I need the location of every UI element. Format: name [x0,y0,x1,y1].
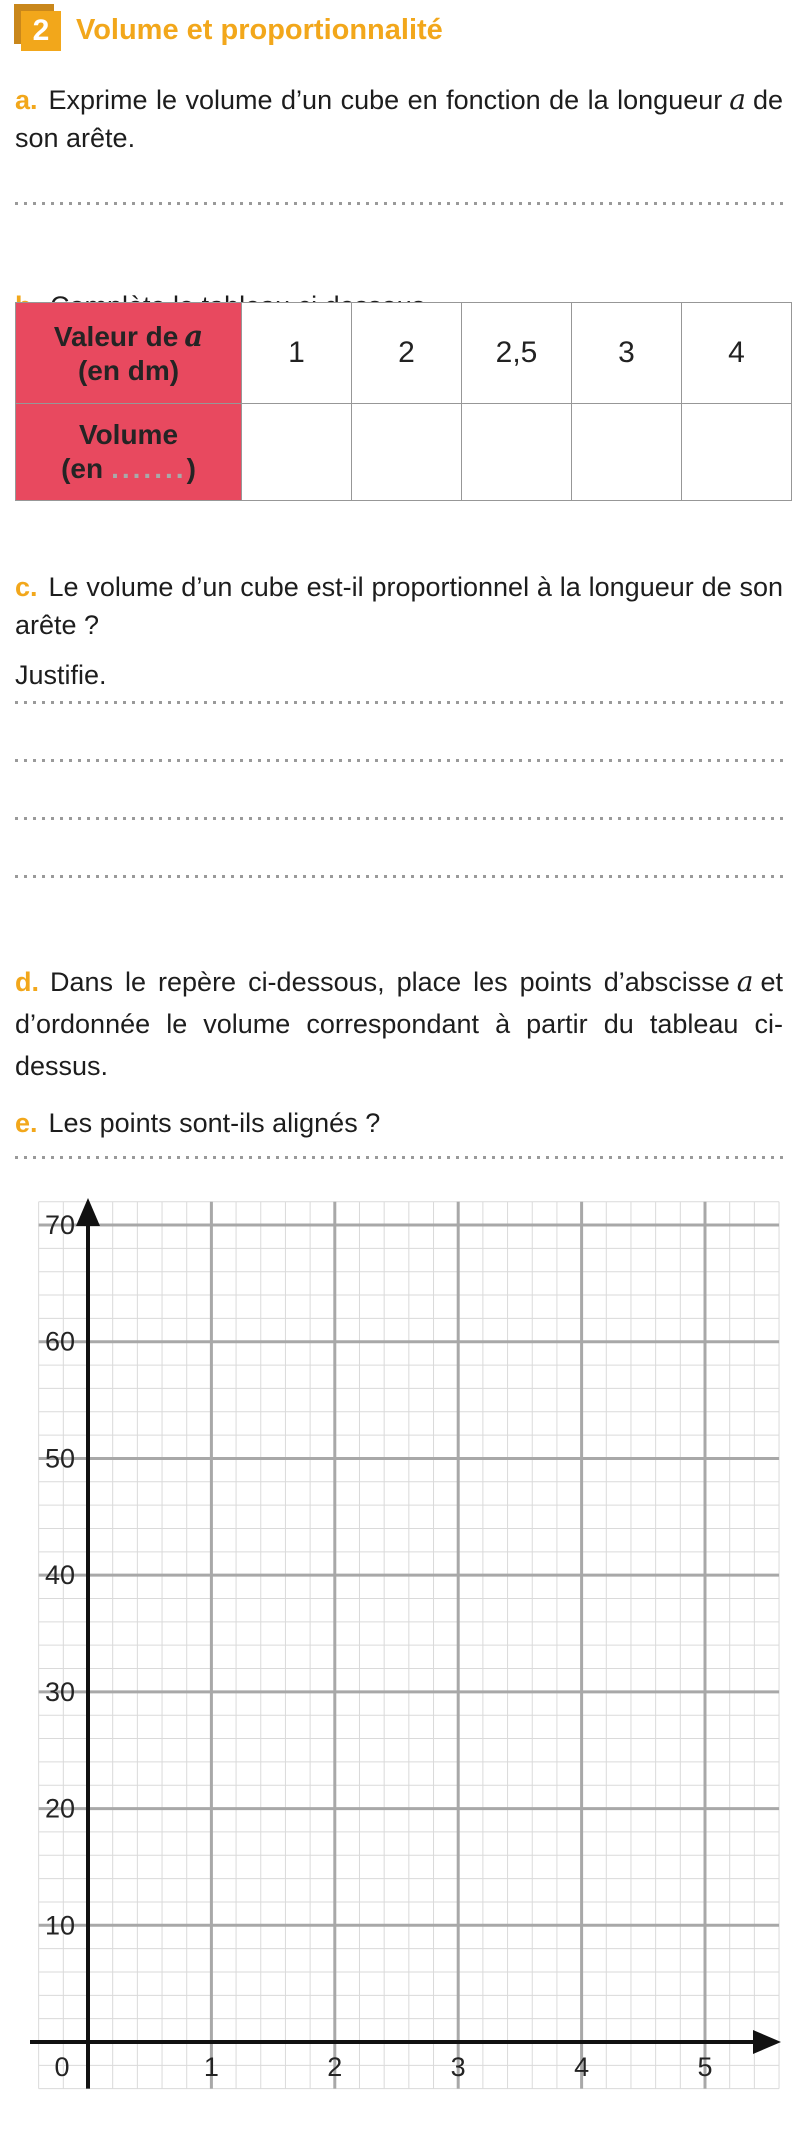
x-tick-label: 1 [203,2052,219,2082]
table-cell-a-5: 4 [682,303,792,404]
question-e-label: e. [15,1108,38,1138]
question-e [15,1104,783,1142]
x-tick-label: 2 [327,2052,343,2082]
table-cell-volume-5 [682,404,792,501]
table-cell-volume-3 [462,404,572,501]
y-tick-label: 40 [44,1560,75,1591]
answer-line-e [15,1156,783,1159]
table-header-valeur [16,303,242,404]
table-header-volume [16,404,242,501]
table-cell-a-1: 1 [242,303,352,404]
y-tick-label: 20 [44,1793,75,1824]
y-axis-arrow-icon [76,1198,100,1226]
x-tick-label: 0 [54,2052,70,2082]
exercise-number-box [21,11,61,51]
x-tick-label: 5 [697,2052,713,2082]
x-tick-label: 4 [574,2052,590,2082]
table-header-volume-unit-suffix: ) [186,453,196,484]
table-cell-volume-2 [352,404,462,501]
question-e-text: Les points sont-ils alignés ? [48,1108,381,1138]
table-cell-volume-4 [572,404,682,501]
question-c-followup-text: Justifie. [15,660,107,690]
table-header-volume-unit-prefix: (en [61,453,104,484]
question-c-label: c. [15,572,38,602]
exercise-number: 2 [21,11,61,51]
question-a-text-1: Exprime le volume d’un cube en fonction de la longueur [48,85,723,115]
coordinate-grid [0,1190,803,2130]
question-d-text-1: Dans le repère ci-dessous, place les points d’abscisse [50,967,730,997]
math-var-a-2: a [736,965,754,998]
math-var-a: a [729,83,746,116]
table-header-var-a: a [184,318,204,353]
table-row-values [16,303,792,404]
question-c [15,568,783,644]
y-tick-label: 50 [44,1443,75,1474]
table-cell-volume-1 [242,404,352,501]
question-d [15,961,783,1087]
answer-line-c-1 [15,701,783,704]
answer-line-c-2 [15,759,783,762]
table-row-volume [16,404,792,501]
question-c-followup [15,656,783,694]
table-header-valeur-unit: (en dm) [77,354,180,386]
table-cell-a-3: 2,5 [462,303,572,404]
exercise-title: Volume et proportionnalité [76,14,443,46]
y-tick-label: 60 [44,1326,75,1357]
table-header-volume-unit-dots: ....... [111,453,187,484]
question-d-text-2: et d’ordonnée le volume correspondant à partir du tableau ci-dessus. [15,967,783,1081]
volume-table [15,302,792,501]
table-cell-a-2: 2 [352,303,462,404]
question-d-label: d. [15,967,39,997]
table-header-valeur-prefix: Valeur de [53,320,179,352]
x-tick-label: 3 [450,2052,466,2082]
question-a [15,81,783,157]
question-a-label: a. [15,85,38,115]
answer-line-a [15,202,783,205]
y-tick-label: 70 [44,1210,75,1241]
answer-line-c-4 [15,875,783,878]
question-a-text-2: de son arête. [15,85,783,153]
question-c-text: Le volume d’un cube est-il proportionnel à la longueur de son arête ? [15,572,783,640]
x-axis-arrow-icon [753,2030,781,2054]
answer-line-c-3 [15,817,783,820]
y-tick-label: 30 [44,1676,75,1707]
table-cell-a-4: 3 [572,303,682,404]
table-header-volume-line1: Volume [78,419,179,450]
y-tick-label: 10 [44,1910,75,1941]
